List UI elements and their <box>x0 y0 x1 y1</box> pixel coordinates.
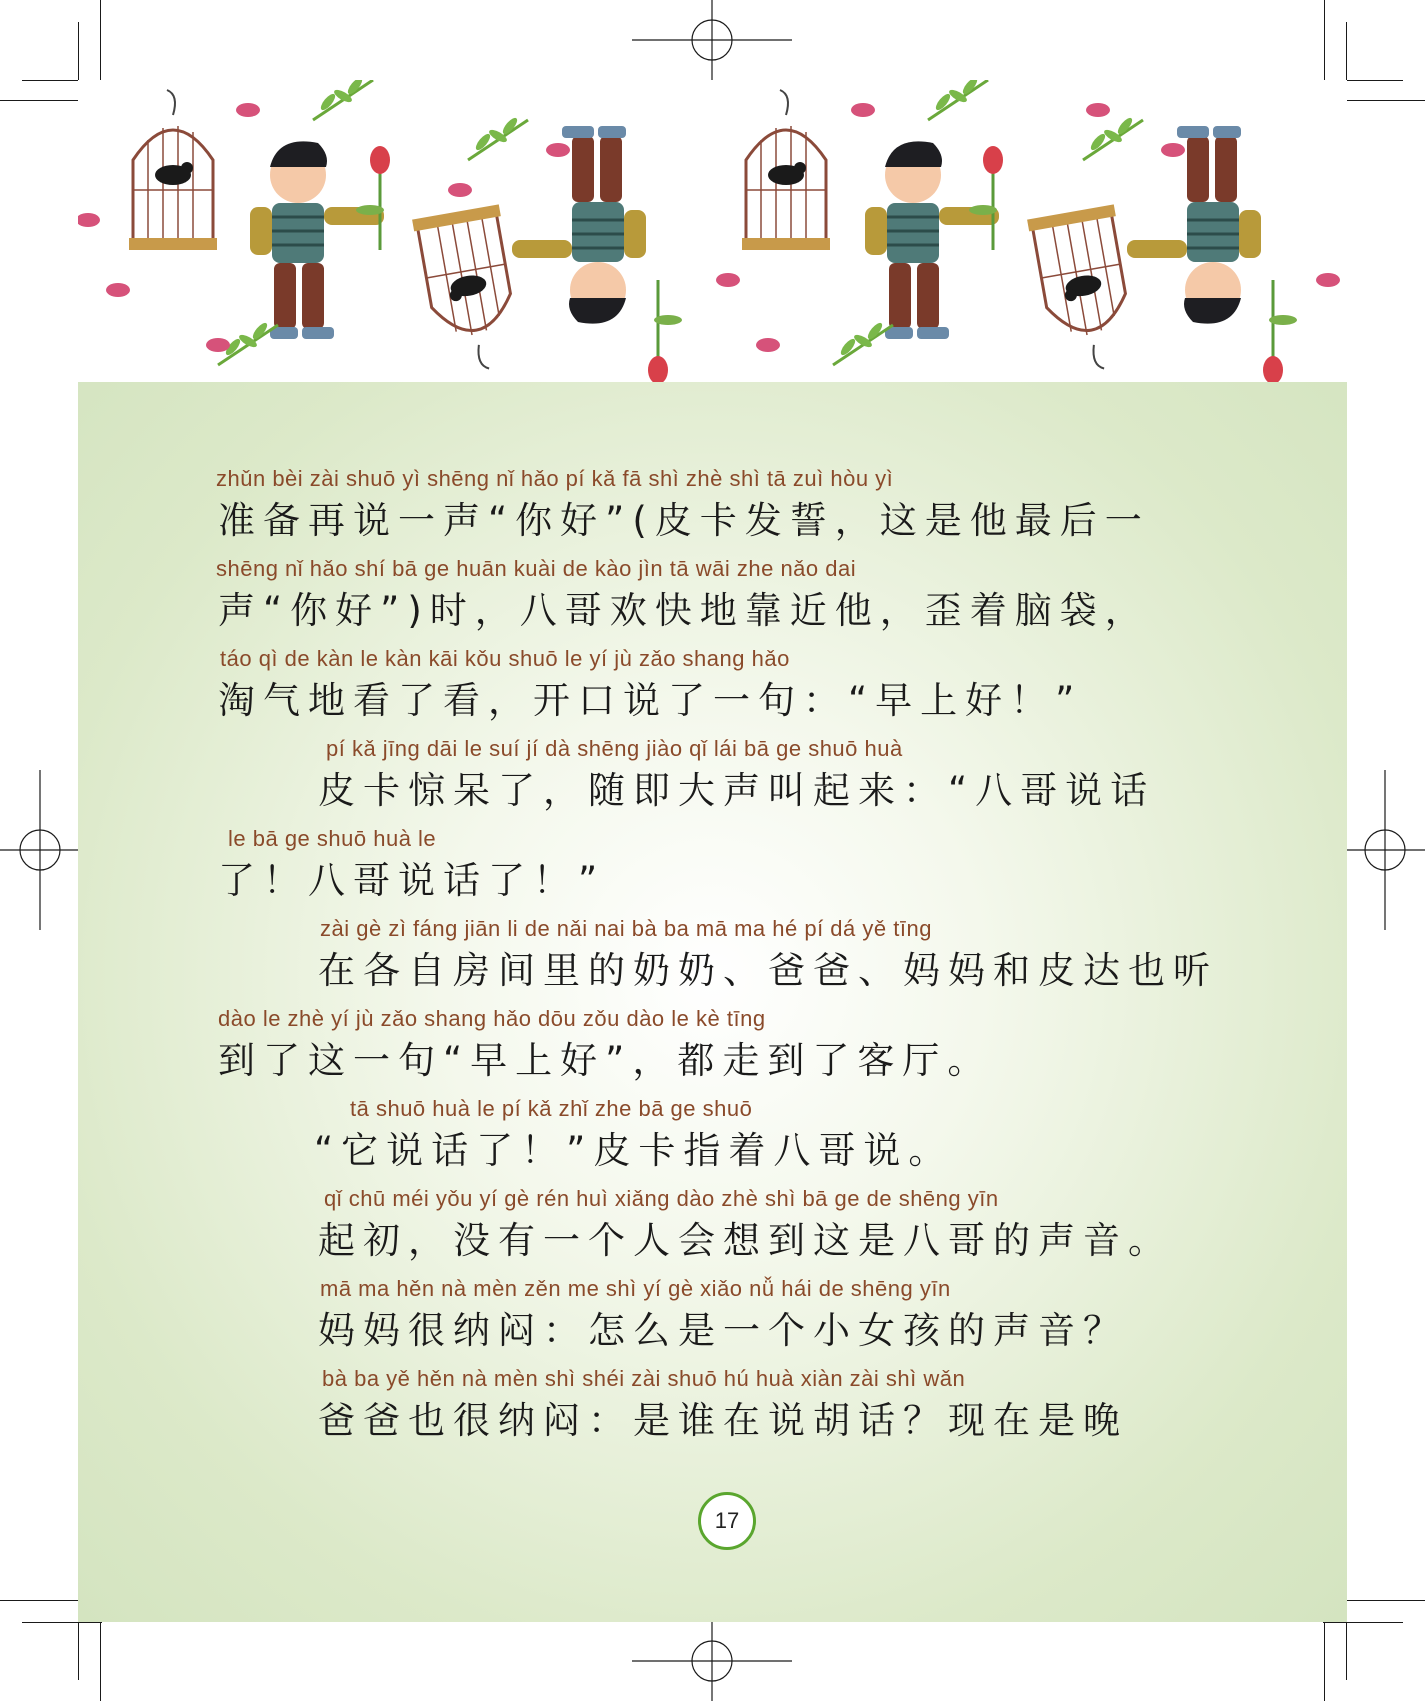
chinese-line: 在各自房间里的奶奶、爸爸、妈妈和皮达也听 <box>318 949 1218 992</box>
registration-mark-bottom <box>632 1621 792 1701</box>
text-line <box>78 1366 1347 1456</box>
illustration-banner <box>78 80 1347 382</box>
text-line <box>78 826 1347 916</box>
text-line <box>78 916 1347 1006</box>
chinese-line: 到了这一句“早上好”，都走到了客厅。 <box>218 1039 993 1082</box>
crop-mark <box>0 100 80 101</box>
pinyin-line: táo qì de kàn le kàn kāi kǒu shuō le yí jù zǎo shang hǎo <box>220 646 790 671</box>
crop-mark <box>100 0 101 80</box>
crop-mark <box>100 1621 101 1701</box>
chinese-line: 淘气地看了看，开口说了一句：“早上好！” <box>218 679 1083 722</box>
text-line <box>78 1186 1347 1276</box>
chinese-line: 起初，没有一个人会想到这是八哥的声音。 <box>318 1219 1173 1262</box>
pinyin-line: zhǔn bèi zài shuō yì shēng nǐ hǎo pí kǎ fā shì zhè shì tā zuì hòu yì <box>216 466 894 491</box>
page-number: 17 <box>698 1492 756 1550</box>
pinyin-line: qǐ chū méi yǒu yí gè rén huì xiǎng dào zhè shì bā ge de shēng yīn <box>324 1186 999 1211</box>
banner-illustration <box>78 80 1347 382</box>
chinese-line: “它说话了！”皮卡指着八哥说。 <box>314 1129 954 1172</box>
chinese-line: 了！八哥说话了！” <box>218 859 606 902</box>
crop-mark <box>1324 1621 1325 1701</box>
crop-mark <box>22 1622 102 1623</box>
text-line <box>78 1006 1347 1096</box>
text-panel <box>78 382 1347 1622</box>
crop-mark <box>1345 1600 1425 1601</box>
text-line <box>78 466 1347 556</box>
crop-mark <box>1345 100 1425 101</box>
pinyin-line: zài gè zì fáng jiān li de nǎi nai bà ba mā ma hé pí dá yě tīng <box>320 916 932 941</box>
registration-mark-top <box>632 0 792 80</box>
registration-mark-right <box>1345 770 1425 930</box>
pinyin-line: pí kǎ jīng dāi le suí jí dà shēng jiào qǐ lái bā ge shuō huà <box>326 736 903 761</box>
text-line <box>78 646 1347 736</box>
chinese-line: 妈妈很纳闷：怎么是一个小女孩的声音？ <box>318 1309 1128 1352</box>
registration-mark-left <box>0 770 80 930</box>
chinese-line: 声“你好”)时，八哥欢快地靠近他，歪着脑袋， <box>218 589 1150 632</box>
text-line <box>78 1276 1347 1366</box>
chinese-line: 皮卡惊呆了，随即大声叫起来：“八哥说话 <box>318 769 1156 812</box>
text-line <box>78 556 1347 646</box>
crop-mark <box>1324 0 1325 80</box>
chinese-line: 爸爸也很纳闷：是谁在说胡话？现在是晚 <box>318 1399 1128 1442</box>
pinyin-line: mā ma hěn nà mèn zěn me shì yí gè xiǎo nǚ hái de shēng yīn <box>320 1276 951 1301</box>
chinese-line: 准备再说一声“你好”(皮卡发誓，这是他最后一 <box>218 499 1150 542</box>
pinyin-line: shēng nǐ hǎo shí bā ge huān kuài de kào jìn tā wāi zhe nǎo dai <box>216 556 857 581</box>
text-line <box>78 1096 1347 1186</box>
pinyin-line: bà ba yě hěn nà mèn shì shéi zài shuō hú huà xiàn zài shì wǎn <box>322 1366 966 1391</box>
text-line <box>78 736 1347 826</box>
pinyin-line: tā shuō huà le pí kǎ zhǐ zhe bā ge shuō <box>350 1096 753 1121</box>
pinyin-line: dào le zhè yí jù zǎo shang hǎo dōu zǒu dào le kè tīng <box>218 1006 766 1031</box>
crop-mark <box>1323 1622 1403 1623</box>
crop-mark <box>0 1600 80 1601</box>
pinyin-line: le bā ge shuō huà le <box>228 826 437 851</box>
